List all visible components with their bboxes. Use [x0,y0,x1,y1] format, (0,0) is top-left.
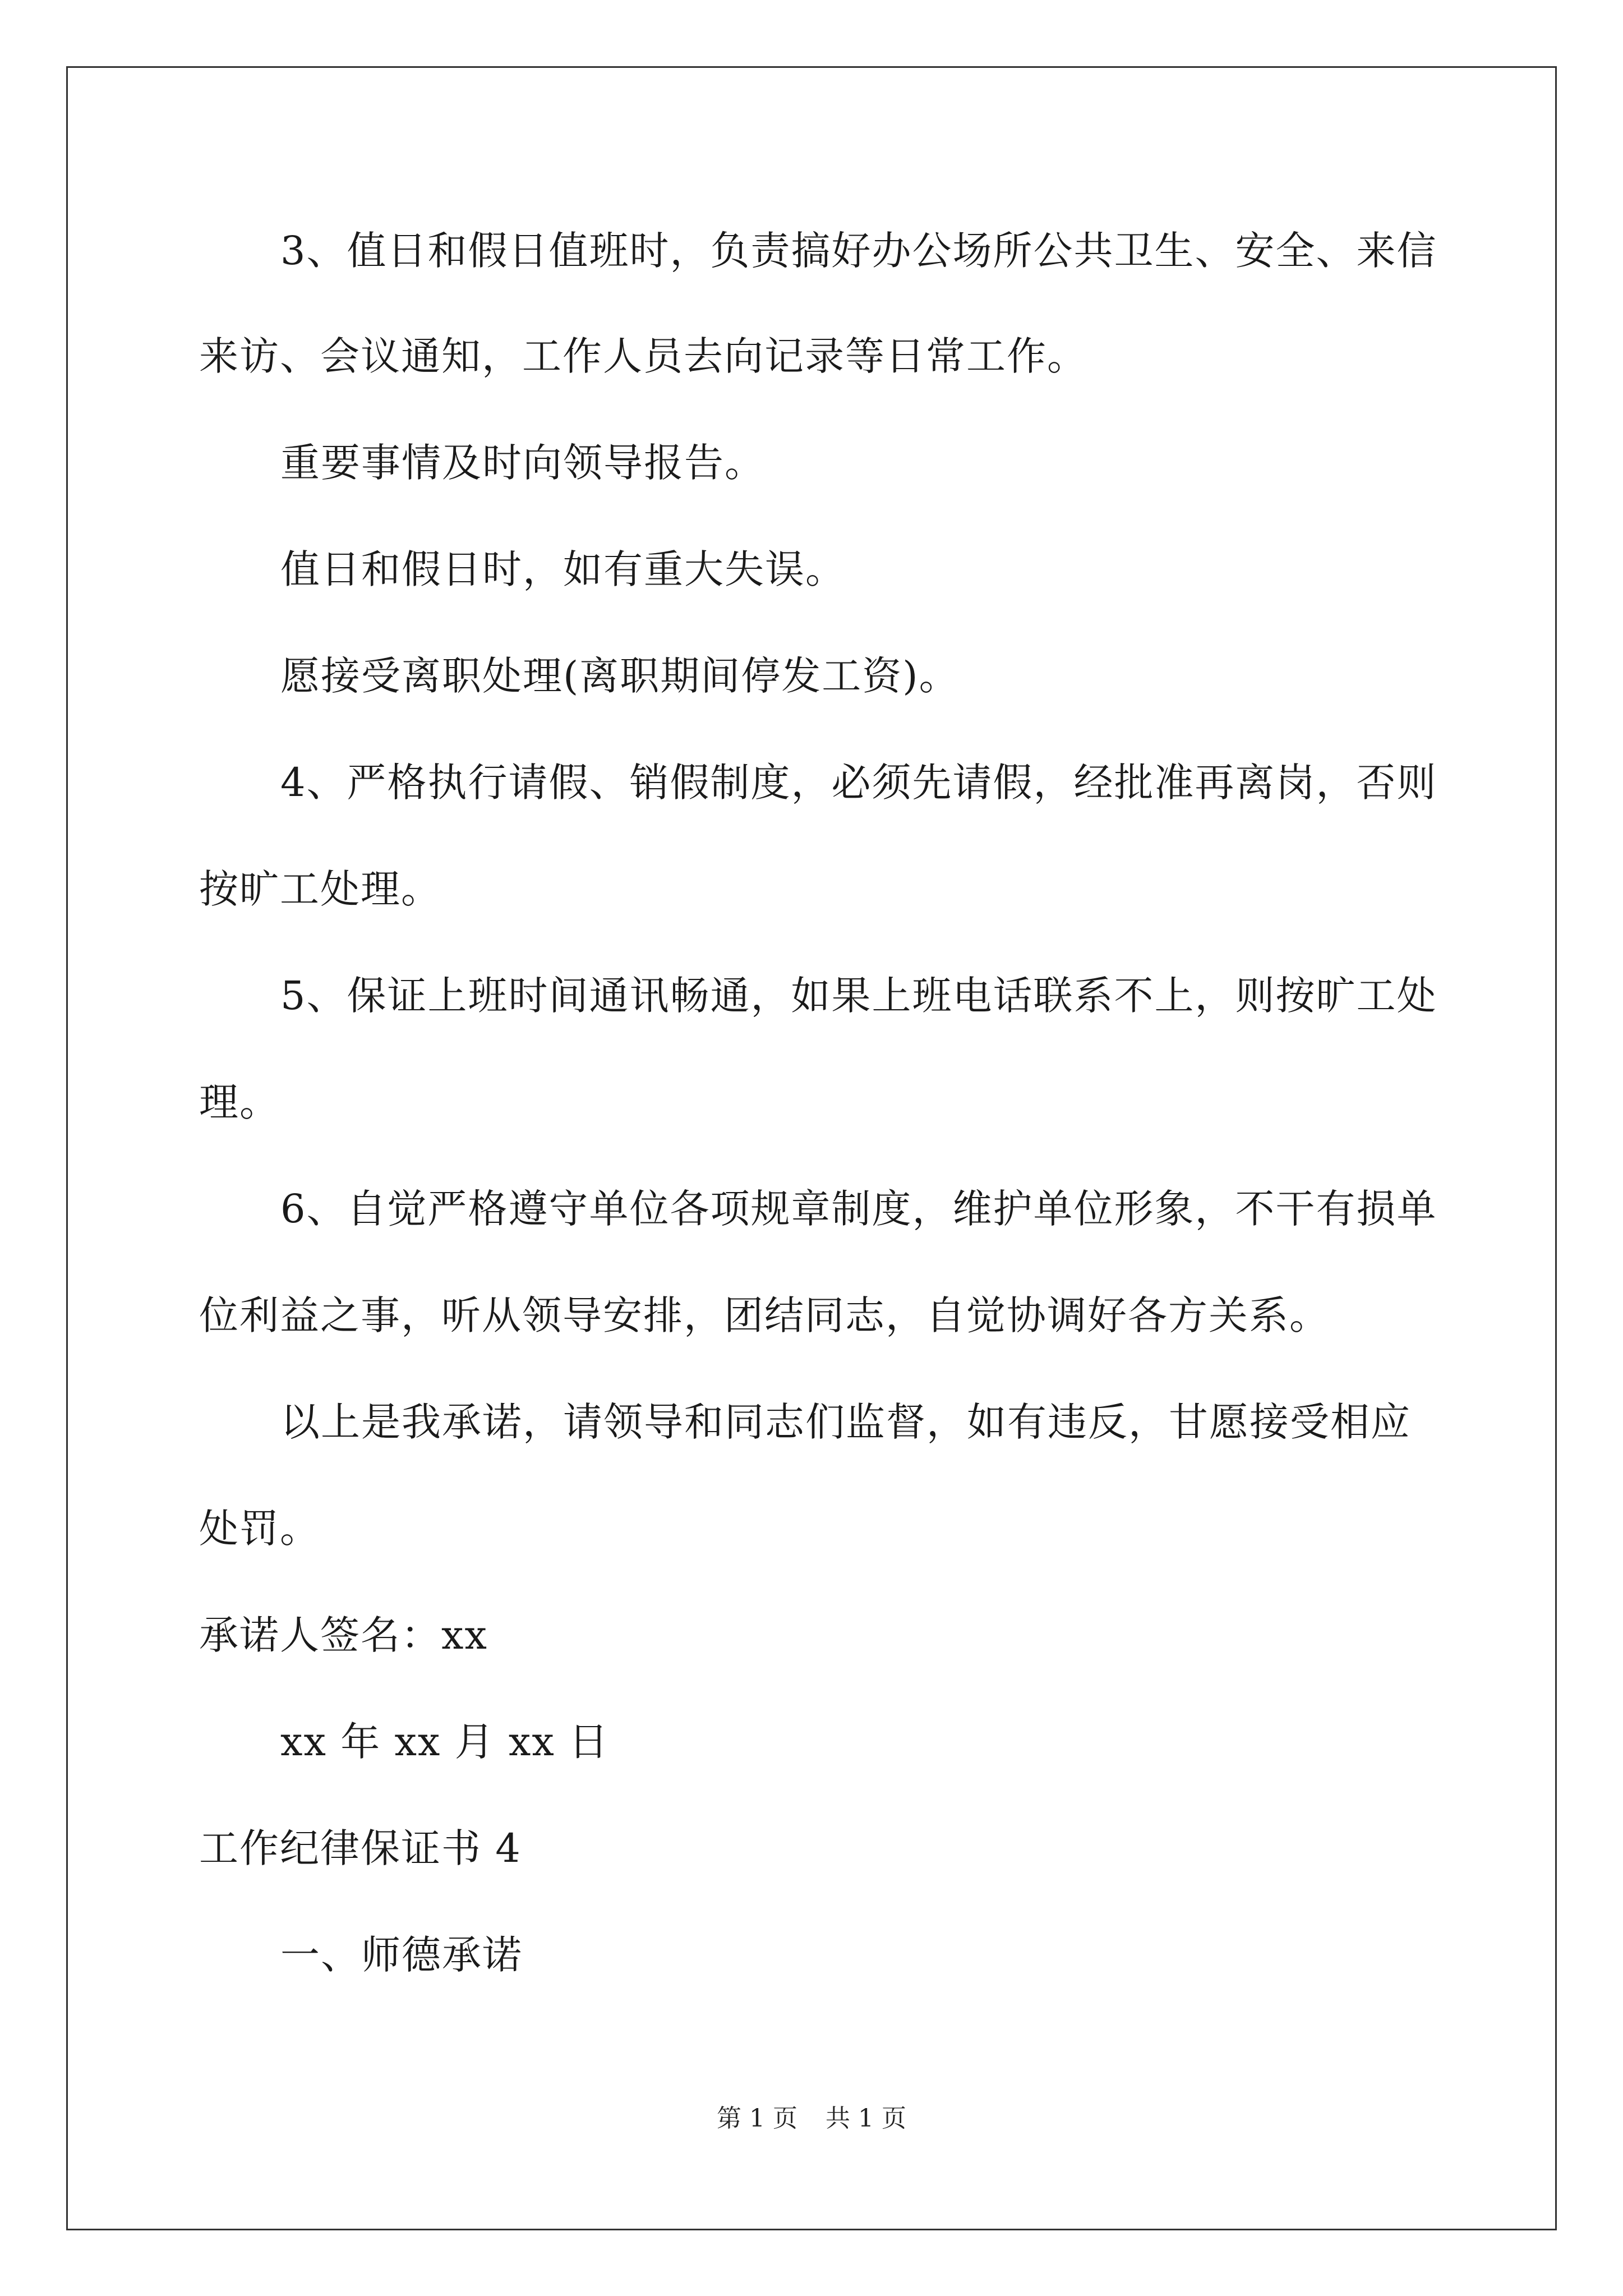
paragraph-report-line: 重要事情及时向领导报告。 [280,440,765,486]
paragraph-6-line-2: 位利益之事，听从领导安排，团结同志，自觉协调好各方关系。 [199,1292,1330,1338]
paragraph-3-line-2: 来访、会议通知，工作人员去向记录等日常工作。 [199,333,1087,379]
paragraph-6-line-1: 6、自觉严格遵守单位各项规章制度，维护单位形象，不干有损单 [280,1186,1437,1232]
paragraph-commitment-line-2: 处罚。 [199,1506,320,1552]
paragraph-4-line-1: 4、严格执行请假、销假制度，必须先请假，经批准再离岗，否则 [280,760,1437,806]
paragraph-mistake-line: 值日和假日时，如有重大失误。 [280,546,846,592]
signature-line: 承诺人签名：xx [199,1612,488,1658]
paragraph-3-line-1: 3、值日和假日值班时，负责搞好办公场所公共卫生、安全、来信 [280,228,1437,274]
page-footer [0,2106,1623,2131]
page-border [66,66,1557,2230]
page-total: 共 1 页 [826,2104,906,2133]
paragraph-5-line-1: 5、保证上班时间通讯畅通，如果上班电话联系不上，则按旷工处 [280,973,1437,1019]
paragraph-5-line-2: 理。 [199,1079,280,1125]
paragraph-dismissal-line: 愿接受离职处理(离职期间停发工资)。 [280,653,960,699]
paragraph-commitment-line-1: 以上是我承诺，请领导和同志们监督，如有违反，甘愿接受相应 [280,1399,1411,1445]
paragraph-4-line-2: 按旷工处理。 [199,866,441,912]
subsection-heading: 一、师德承诺 [280,1932,523,1978]
section-title: 工作纪律保证书 4 [199,1825,522,1871]
page-number: 第 1 页 [717,2104,797,2133]
date-line: xx 年 xx 月 xx 日 [280,1719,610,1765]
